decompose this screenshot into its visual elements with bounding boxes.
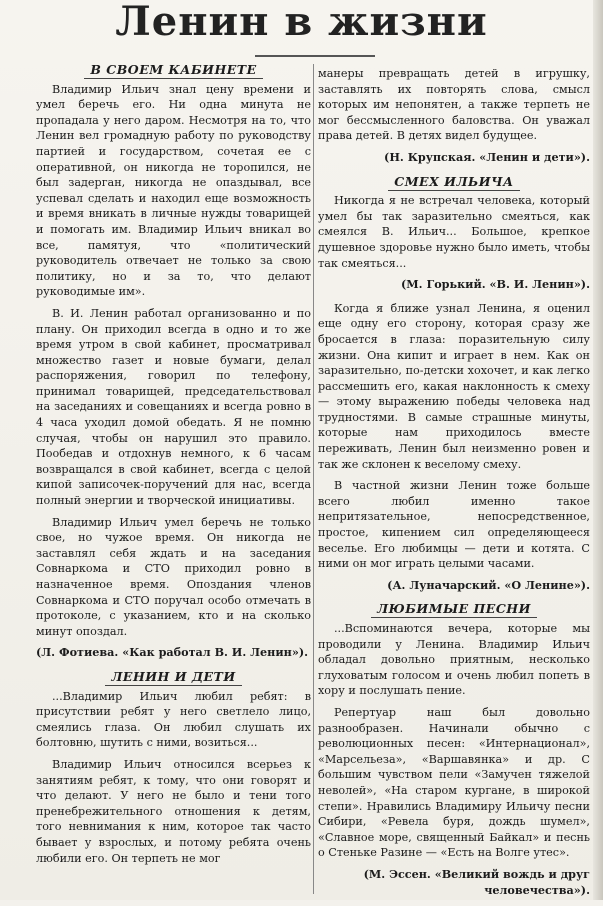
source-citation: (А. Луначарский. «О Ленине»).: [387, 577, 590, 592]
section-heading-text: СМЕХ ИЛЬИЧА: [388, 174, 519, 191]
section-heading: [318, 174, 590, 192]
section-lenin-and-children: [36, 669, 311, 866]
section-heading-text: В СВОЕМ КАБИНЕТЕ: [84, 62, 262, 79]
section-cabinet: [36, 62, 311, 661]
paragraph: Владимир Ильич знал цену времени и умел беречь его. Ни одна минута не пропадала у него даром. Несмотря на то, что Ленин вел громадную работу по руководству партией и государством, сочетая ее с оперативной, он никогда не торопился, не был задерган, никогда не опаздывал, все успевал сделать и находил еще возможность и время вникать в личные нужды товарищей и помогать им. Владимир Ильич вникал во все, памятуя, что «политический руководитель отвечает не только за свою политику, но и за то, что делают руководимые им».: [36, 82, 311, 299]
paragraph: Владимир Ильич умел беречь не только свое, но чужое время. Он никогда не заставлял себя ждать и на заседания Совнаркома и СТО приходил ровно в назначенное время. Опоздания членов Совнаркома и СТО поручал особо отмечать в протоколе, с указанием, кто и на сколько минут опоздал.: [36, 515, 311, 638]
source-citation: (Н. Крупская. «Ленин и дети»).: [384, 149, 590, 164]
source-citation: (М. Горький. «В. И. Ленин»).: [401, 277, 590, 292]
paragraph: Репертуар наш был довольно разнообразен. Начинали обычно с революционных песен: «Интернационал», «Марсельеза», «Варшавянка» и др. С большим чувством пели «Замучен тяжелой неволей», «На старом кургане, в широкой степи». Нравились Владимиру Ильичу песни Сибири, «Ревела буря, дождь шумел», «Славное море, священный Байкал» и песнь о Стеньке Разине — «Есть на Волге утес».: [318, 705, 590, 860]
paragraph: ...Владимир Ильич любил ребят: в присутствии ребят у него светлело лицо, смеялись глаза. Он любил слушать их болтовню, шутить с ними, возиться...: [36, 689, 311, 750]
paragraph: В. И. Ленин работал организованно и по плану. Он приходил всегда в одно и то же время утром в свой кабинет, просматривал множество газет и новые бумаги, делал распоряжения, говорил по телефону, принимал товарищей, председательствовал на заседаниях и совещаниях и всегда ровно в 4 часа уходил домой обедать. Я не помню случая, чтобы он нарушил это правило. Пообедав и отдохнув немного, к 6 часам возвращался в свой кабинет, всегда с целой кипой записочек-поручений для нас, всегда полный энергии и творческой инициативы.: [36, 306, 311, 508]
section-heading-text: ЛЕНИН И ДЕТИ: [105, 669, 241, 686]
paragraph: В частной жизни Ленин тоже больше всего любил именно такое непритязательное, непосредственное, простое, кипением сил определяющееся веселье. Его любимцы — дети и котята. С ними он мог играть целыми часами.: [318, 479, 590, 571]
section-heading: [318, 601, 590, 619]
section-favorite-songs: [318, 601, 590, 898]
page-title: Ленин в жизни: [115, 0, 488, 45]
paragraph: Никогда я не встречал человека, который умел бы так заразительно смеяться, как смеялся В. Ильич... Большое, крепкое душевное здоровье нужно было иметь, чтобы так смеяться...: [318, 194, 590, 270]
source-citation: (Л. Фотиева. «Как работал В. И. Ленин»).: [36, 645, 309, 660]
paragraph: Когда я ближе узнал Ленина, я оценил еще одну его сторону, которая сразу же бросается в глаза: поразительную силу жизни. Она кипит и играет в нем. Как он заразительно, по-детски хохочет, и как легко рассмешить его, какая наклонность к смеху — этому выражению победы человека над трудностями. В самые страшные минуты, которые нам приходилось вместе переживать, Ленин был неизменно ровен и так же склонен к веселому смеху.: [318, 301, 590, 471]
paragraph: ...Вспоминаются вечера, которые мы проводили у Ленина. Владимир Ильич обладал довольно приятным, несколько глуховатым голосом и очень любил попеть в хору и послушать пение.: [318, 622, 590, 698]
section-heading: [36, 669, 311, 687]
section-ilyich-laughter: [318, 174, 590, 594]
paragraph-continued: манеры превращать детей в игрушку, заставлять их повторять слова, смысл которых им непонятен, а также терпеть не мог бессмысленного баловства. Он уважал права детей. В детях видел будущее.: [318, 67, 590, 143]
paragraph: Владимир Ильич относился всерьез к занятиям ребят, к тому, что они говорят и что делают. У него не было и тени того пренебрежительного отношения к детям, того невнимания к ним, которое так часто бывает у взрослых, и потому ребята очень любили его. Он терпеть не мог: [36, 757, 311, 865]
scan-edge: [593, 0, 603, 900]
title-rule: [255, 55, 375, 57]
left-column: [36, 62, 311, 872]
column-divider: [313, 64, 314, 894]
source-citation: (М. Эссен. «Великий вождь и друг человечества»).: [363, 866, 590, 897]
section-heading-text: ЛЮБИМЫЕ ПЕСНИ: [371, 601, 537, 618]
right-column: [318, 66, 590, 906]
section-heading: [36, 62, 311, 80]
